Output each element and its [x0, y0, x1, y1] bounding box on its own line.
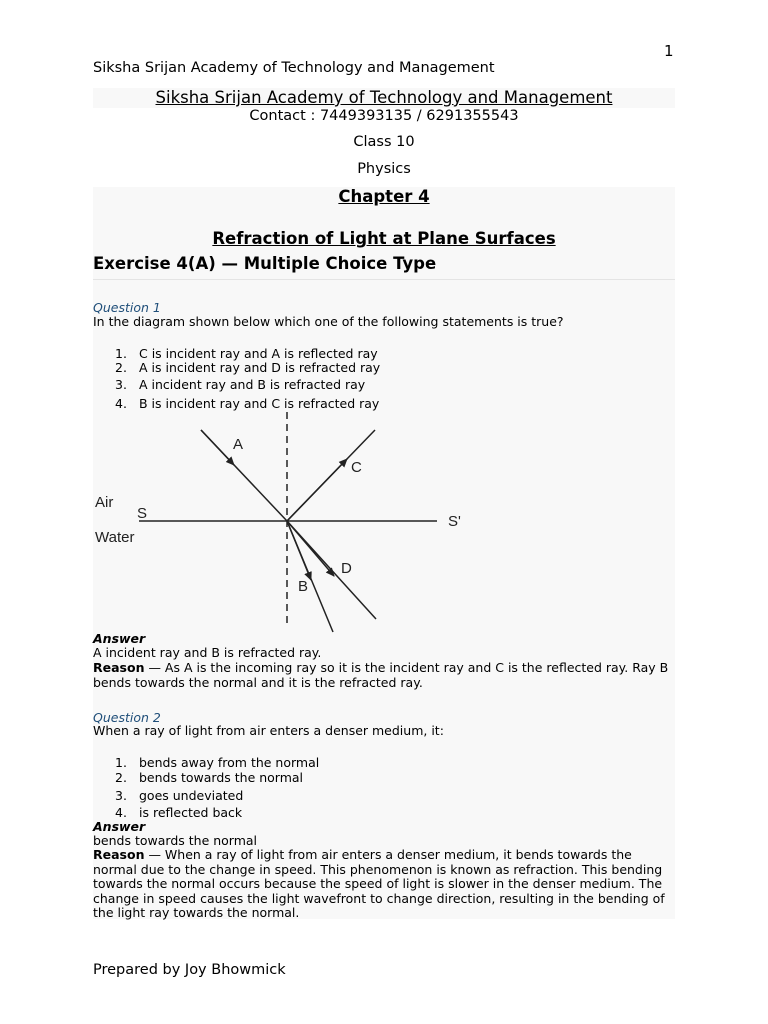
exercise-heading: Exercise 4(A) — Multiple Choice Type: [93, 254, 437, 273]
question-1-label: Question 1: [93, 300, 161, 315]
reason-text: — As A is the incoming ray so it is the incident ray and C is the reflected ray. Ray B bends towards the normal and it is the refracted ray.: [93, 660, 669, 690]
option-text: bends towards the normal: [139, 770, 304, 785]
q2-answer-label: Answer: [93, 819, 146, 834]
page-header: Siksha Srijan Academy of Technology and Management: [93, 60, 495, 76]
q2-reason: [93, 848, 675, 921]
class-line: Class 10: [353, 134, 415, 150]
option-text: bends away from the normal: [139, 755, 320, 770]
q2-answer: bends towards the normal: [93, 833, 258, 848]
q1-reason: [93, 661, 675, 690]
option-number: 2.: [115, 770, 127, 785]
option-text: is reflected back: [139, 805, 243, 820]
option-number: 4.: [115, 805, 127, 820]
label-s-prime: S': [448, 513, 461, 530]
label-b: B: [298, 578, 309, 595]
label-d: D: [341, 560, 352, 577]
option-number: 1.: [115, 755, 127, 770]
question-2-text: When a ray of light from air enters a denser medium, it:: [93, 723, 444, 738]
label-c: C: [351, 459, 362, 476]
option-number: 3.: [115, 788, 127, 803]
q2-option-4: [115, 805, 242, 820]
academy-title: Siksha Srijan Academy of Technology and Management: [155, 88, 613, 107]
reason-text: — When a ray of light from air enters a denser medium, it bends towards the normal due to the change in speed. This phenomenon is known as refraction. This bending towards the normal occurs because the speed of light is slower in the denser medium. The change in speed causes the light wavefront to change direction, resulting in the bending of the light ray towards the normal.: [93, 847, 665, 920]
label-air: Air: [95, 494, 114, 511]
option-number: 3.: [115, 377, 127, 392]
option-text: goes undeviated: [139, 788, 244, 803]
ray-a-arrow: [201, 430, 234, 465]
option-text: A is incident ray and D is refracted ray: [139, 360, 381, 375]
option-text: B is incident ray and C is refracted ray: [139, 396, 380, 411]
chapter-title: Refraction of Light at Plane Surfaces: [212, 229, 556, 248]
option-number: 2.: [115, 360, 127, 375]
divider: [93, 279, 675, 280]
q1-option-2: [115, 360, 380, 375]
reason-label: Reason: [93, 660, 145, 675]
option-text: C is incident ray and A is reflected ray: [139, 346, 378, 361]
ray-b-arrow: [287, 521, 311, 580]
reason-label: Reason: [93, 847, 145, 862]
q1-option-3: [115, 377, 365, 392]
q1-option-1: [115, 346, 378, 361]
page-number: 1: [664, 42, 674, 60]
chapter-heading: Chapter 4: [338, 187, 430, 206]
label-s: S: [137, 505, 148, 522]
page-footer: Prepared by Joy Bhowmick: [93, 962, 286, 978]
option-number: 1.: [115, 346, 127, 361]
q1-answer: A incident ray and B is refracted ray.: [93, 645, 322, 660]
question-1-text: In the diagram shown below which one of the following statements is true?: [93, 314, 564, 329]
ray-c-arrow: [287, 459, 347, 521]
contact-line: Contact : 7449393135 / 6291355543: [249, 108, 519, 124]
q1-option-4: [115, 396, 379, 411]
q2-option-1: [115, 755, 319, 770]
option-number: 4.: [115, 396, 127, 411]
q1-answer-label: Answer: [93, 631, 146, 646]
option-text: A incident ray and B is refracted ray: [139, 377, 366, 392]
subject-line: Physics: [357, 161, 411, 177]
q2-option-2: [115, 770, 303, 785]
question-2-label: Question 2: [93, 710, 161, 725]
refraction-diagram: [93, 410, 493, 635]
q2-option-3: [115, 788, 243, 803]
ray-d-arrow: [287, 521, 334, 576]
label-water: Water: [95, 529, 135, 546]
label-a: A: [233, 436, 244, 453]
